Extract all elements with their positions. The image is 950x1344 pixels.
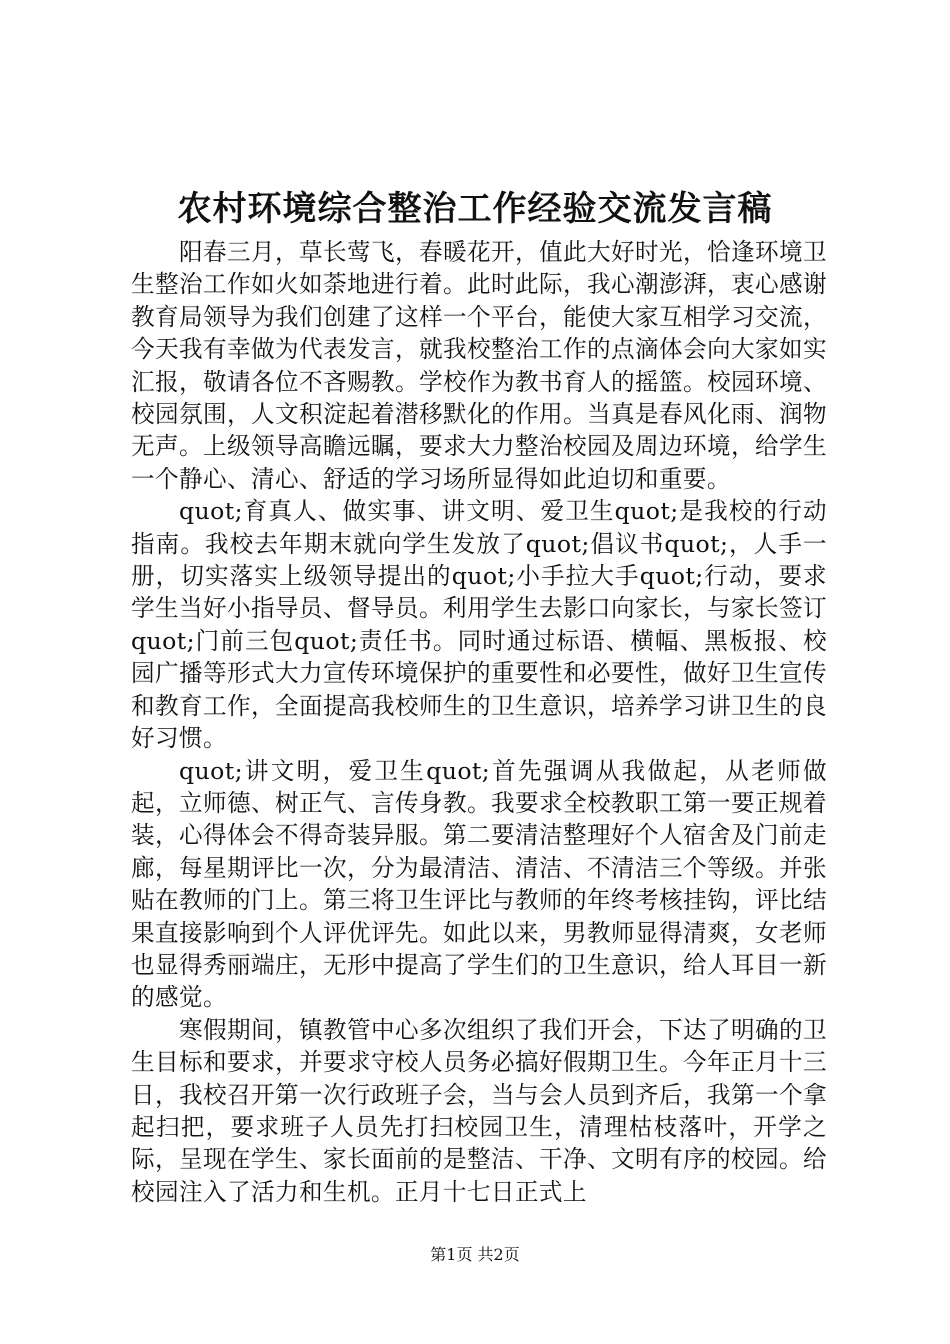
paragraph-4: 寒假期间，镇教管中心多次组织了我们开会，下达了明确的卫生目标和要求，并要求守校人员务必搞好假期卫生。今年正月十三日，我校召开第一次行政班子会，当与会人员到齐后，我第一个拿起扫把，要求班子人员先打扫校园卫生，清理枯枝落叶，开学之际，呈现在学生、家长面前的是整洁、干净、文明有序的校园。给校园注入了活力和生机。正月十七日正式上 (131, 1015, 827, 1206)
paragraph-1: 阳春三月，草长莺飞，春暖花开，值此大好时光，恰逢环境卫生整治工作如火如荼地进行着。此时此际，我心潮澎湃，衷心感谢教育局领导为我们创建了这样一个平台，能使大家互相学习交流，今天我有幸做为代表发言，就我校整治工作的点滴体会向大家如实汇报，敬请各位不吝赐教。学校作为教书育人的摇篮。校园环境、校园氛围，人文积淀起着潜移默化的作用。当真是春风化雨、润物无声。上级领导高瞻远瞩，要求大力整治校园及周边环境，给学生一个静心、清心、舒适的学习场所显得如此迫切和重要。 (131, 238, 827, 493)
document-body (131, 236, 827, 1208)
document-title: 农村环境综合整治工作经验交流发言稿 (177, 189, 773, 229)
page-number-footer: 第1页 共2页 (430, 1245, 520, 1264)
paragraph-2: quot;育真人、做实事、讲文明、爱卫生quot;是我校的行动指南。我校去年期末就向学生发放了quot;倡议书quot;，人手一册，切实落实上级领导提出的quot;小手拉大手quot;行动，要求学生当好小指导员、督导员。利用学生去影口向家长，与家长签订quot;门前三包quot;责任书。同时通过标语、横幅、黑板报、校园广播等形式大力宣传环境保护的重要性和必要性，做好卫生宣传和教育工作，全面提高我校师生的卫生意识，培养学习讲卫生的良好习惯。 (131, 497, 827, 753)
paragraph-3: quot;讲文明，爱卫生quot;首先强调从我做起，从老师做起，立师德、树正气、言传身教。我要求全校教职工第一要正规着装，心得体会不得奇装异服。第二要清洁整理好个人宿舍及门前走廊，每星期评比一次，分为最清洁、清洁、不清洁三个等级。并张贴在教师的门上。第三将卫生评比与教师的年终考核挂钩，评比结果直接影响到个人评优评先。如此以来，男教师显得清爽，女老师也显得秀丽端庄，无形中提高了学生们的卫生意识，给人耳目一新的感觉。 (131, 756, 827, 1012)
